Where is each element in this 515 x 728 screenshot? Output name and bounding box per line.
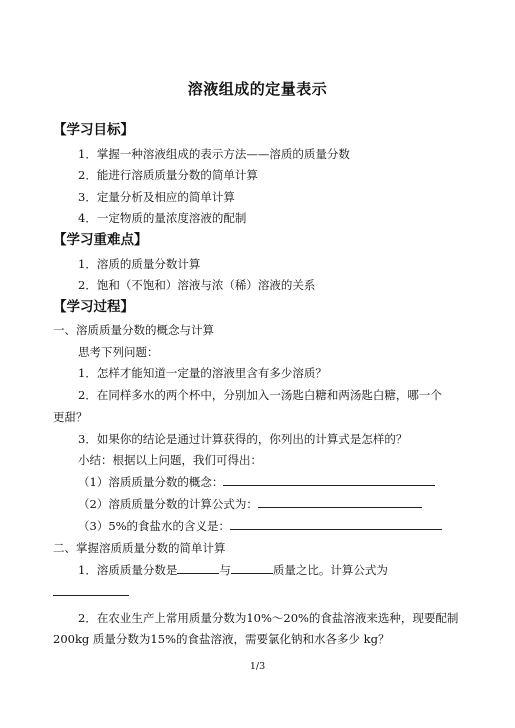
fill-label-meaning: （3）5%的食盐水的含义是： [78, 519, 231, 533]
part2-q1-text-b: 与 [219, 563, 231, 577]
key-point-item: 2．饱和（不饱和）溶液与浓（稀）溶液的关系 [78, 278, 316, 292]
question-3: 3．如果你的结论是通过计算获得的，你列出的计算式是怎样的？ [78, 432, 408, 446]
goal-item: 2．能进行溶质质量分数的简单计算 [78, 168, 258, 182]
part2-question-2-line1: 2．在农业生产上常用质量分数为10%～20%的食盐溶液来选种，现要配制 [78, 611, 459, 625]
question-2-line2: 更甜？ [53, 410, 88, 424]
fill-line-1 [78, 474, 435, 490]
goal-item: 3．定量分析及相应的简单计算 [78, 190, 235, 204]
question-1: 1．怎样才能知道一定量的溶液里含有多少溶质？ [78, 366, 327, 380]
part2-title: 二、掌握溶质质量分数的简单计算 [53, 541, 226, 555]
section-heading-goals: 【学习目标】 [53, 122, 134, 138]
page-number: 1/3 [249, 661, 266, 672]
part2-question-1 [78, 562, 388, 578]
question-2-line1: 2．在同样多水的两个杯中，分别加入一汤匙白糖和两汤匙白糖，哪一个 [78, 388, 442, 402]
part1-title: 一、溶质质量分数的概念与计算 [53, 323, 214, 337]
page-title: 溶液组成的定量表示 [187, 80, 328, 98]
section-heading-process: 【学习过程】 [53, 299, 134, 315]
summary-line: 小结：根据以上问题，我们可得出： [78, 453, 262, 467]
fill-label-concept: （1）溶质质量分数的概念： [78, 475, 224, 489]
part2-q1-formula-line [53, 584, 129, 600]
part2-q1-text-c: 质量之比。计算公式为 [272, 563, 388, 577]
fill-line-2 [78, 496, 422, 512]
blank-calc-formula[interactable] [53, 584, 129, 596]
blank-formula[interactable] [258, 496, 422, 508]
part2-q1-text-a: 1．溶质质量分数是 [78, 563, 178, 577]
think-prompt: 思考下列问题： [78, 345, 159, 359]
blank-concept[interactable] [223, 474, 435, 486]
part2-question-2-line2: 200kg 质量分数为15%的食盐溶液，需要氯化钠和水各多少 kg？ [53, 632, 390, 646]
goal-item: 4．一定物质的量浓度溶液的配制 [78, 211, 247, 225]
blank-meaning[interactable] [230, 518, 442, 530]
blank-solute[interactable] [177, 562, 219, 574]
fill-label-formula: （2）溶质质量分数的计算公式为： [78, 497, 258, 511]
blank-solution[interactable] [231, 562, 273, 574]
section-heading-key-points: 【学习重难点】 [53, 232, 148, 248]
goal-item: 1．掌握一种溶液组成的表示方法——溶质的质量分数 [78, 147, 350, 161]
key-point-item: 1．溶质的质量分数计算 [78, 257, 201, 271]
fill-line-3 [78, 518, 442, 534]
